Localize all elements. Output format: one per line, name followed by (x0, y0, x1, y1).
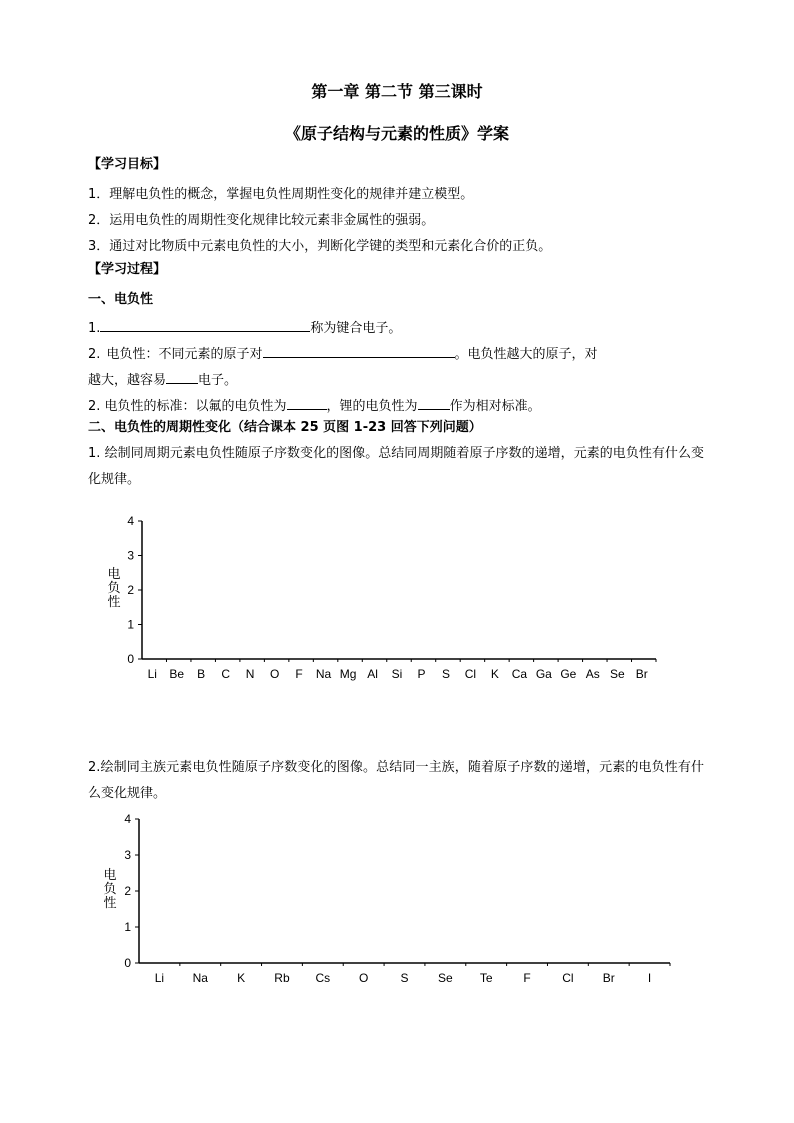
chart1-x-tick-label: Be (169, 667, 185, 681)
chart2-x-tick-label: Se (438, 971, 453, 985)
chart2-x-tick-label: Na (192, 971, 208, 985)
chart1-x-tick-label: Si (391, 667, 403, 681)
chart2-x-tick-label: F (523, 971, 531, 985)
chart2-y-tick-label: 0 (124, 956, 131, 970)
chart2-x-tick-label: Br (602, 971, 615, 985)
chart1-x-tick-label: Ca (511, 667, 528, 681)
q1-prefix: 1. (88, 321, 101, 336)
chart2-x-tick-label: I (647, 971, 652, 985)
chart2-ylabel: 电负性 (103, 868, 117, 911)
q2-part-d: 电子。 (198, 373, 238, 388)
chart2-x-tick-label: Cl (562, 971, 574, 985)
chart1-y-tick-label: 1 (127, 617, 134, 632)
chart2-x-tick-label: K (237, 971, 246, 985)
chart1-x-tick-label: Li (147, 667, 157, 681)
chart1-x-tick-label: Cl (464, 667, 477, 681)
process-heading: 【学习过程】 (88, 262, 167, 277)
chart1-x-tick-label: N (245, 667, 255, 681)
chart1-x-tick-label: Br (635, 667, 648, 681)
chart1-x-tick-label: O (269, 667, 280, 681)
page-title: 第一章 第二节 第三课时 (311, 82, 483, 101)
goals-heading: 【学习目标】 (88, 157, 167, 172)
chart2-y-tick-label: 1 (124, 920, 131, 934)
q2-part-c: 越大，越容易 (88, 373, 167, 388)
chart2-y-tick-label: 2 (124, 884, 131, 898)
chart1-x-tick-label: Na (315, 667, 332, 681)
task-1: 1. 绘制同周期元素电负性随原子序数变化的图像。总结同周期随着原子序数的递增，元素的电负性有什么变化规律。 (88, 446, 704, 487)
goal-item-1: 1．理解电负性的概念，掌握电负性周期性变化的规律并建立模型。 (88, 187, 474, 202)
chart2-x-tick-label: Te (479, 971, 493, 985)
chart1-y-tick-label: 2 (127, 583, 134, 597)
q2-part-b: 。电负性越大的原子，对 (454, 347, 598, 362)
q3-part-a: 2. 电负性的标准：以氟的电负性为 (88, 399, 287, 414)
chart2-y-tick-label: 3 (124, 848, 131, 862)
q1-suffix: 称为键合电子。 (310, 321, 402, 336)
section1-title: 一、电负性 (88, 292, 154, 307)
chart2-x-tick-label: S (400, 971, 409, 985)
chart1-y-tick-label: 0 (127, 652, 134, 666)
q3-part-b: ，锂的电负性为 (326, 399, 418, 414)
goal-item-3: 3．通过对比物质中元素电负性的大小，判断化学键的类型和元素化合价的正负。 (88, 239, 552, 254)
q2-part-a: 2. 电负性：不同元素的原子对 (88, 347, 263, 362)
chart1-ylabel: 电负性 (107, 567, 121, 610)
chart1-x-tick-label: Al (367, 667, 378, 681)
chart1-x-tick-label: P (417, 667, 426, 681)
page-subtitle: 《原子结构与元素的性质》学案 (284, 124, 509, 143)
chart1-x-tick-label: S (441, 667, 450, 681)
q3-part-c: 作为相对标准。 (449, 399, 541, 414)
chart1-y-tick-label: 4 (127, 514, 134, 528)
task-2: 2.绘制同主族元素电负性随原子序数变化的图像。总结同一主族，随着原子序数的递增，元素的电负性有什么变化规律。 (88, 760, 704, 801)
chart2-y-tick-label: 4 (124, 812, 131, 826)
chart1-x-tick-label: Mg (339, 667, 357, 681)
chart1-x-tick-label: B (197, 667, 206, 681)
chart1-x-tick-label: K (490, 667, 499, 681)
chart2-x-tick-label: O (358, 971, 369, 985)
chart2-x-tick-label: Cs (315, 971, 331, 985)
chart2-x-tick-label: Li (154, 971, 165, 985)
chart1-x-tick-label: Ga (535, 667, 552, 681)
chart1-y-tick-label: 3 (127, 548, 134, 563)
section2-title: 二、电负性的周期性变化（结合课本 25 页图 1-23 回答下列问题） (88, 420, 482, 435)
chart1-x-tick-label: C (221, 667, 231, 681)
chart1-x-tick-label: Se (609, 667, 625, 681)
chart1-x-tick-label: As (585, 667, 600, 681)
chart1-x-tick-label: F (295, 667, 303, 681)
chart1-x-tick-label: Ge (560, 667, 577, 681)
goal-item-2: 2．运用电负性的周期性变化规律比较元素非金属性的强弱。 (88, 213, 435, 228)
chart2-x-tick-label: Rb (274, 971, 290, 985)
